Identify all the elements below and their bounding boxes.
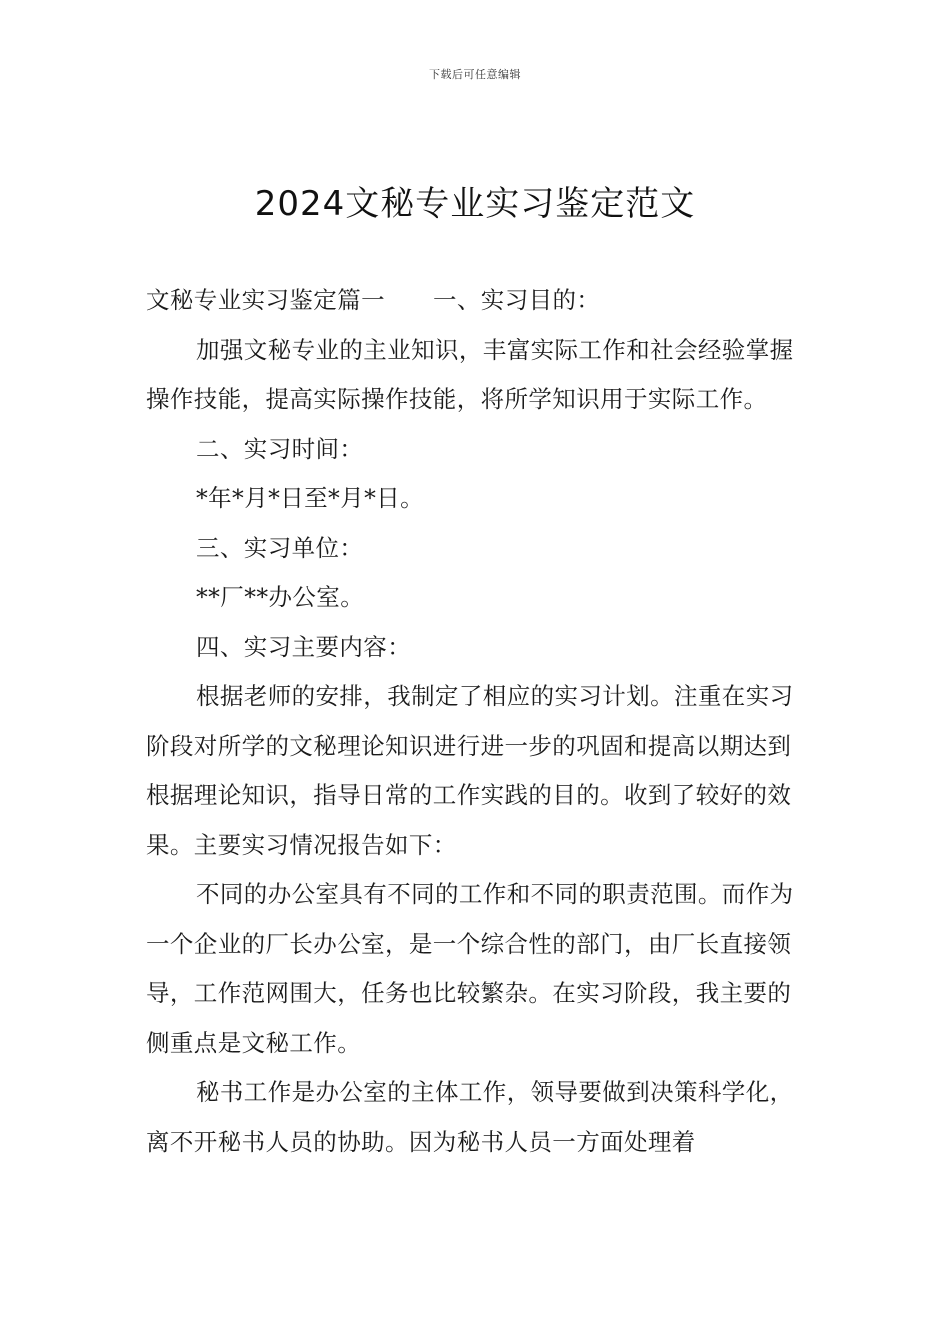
section-heading: 文秘专业实习鉴定篇一 bbox=[146, 286, 385, 314]
document-title: 2024文秘专业实习鉴定范文 bbox=[254, 184, 696, 224]
paragraph-unit: **厂**办公室。 bbox=[196, 583, 365, 611]
paragraph-time: *年*月*日至*月*日。 bbox=[196, 484, 425, 512]
heading-content: 四、实习主要内容： bbox=[196, 632, 412, 661]
paragraph-plan: 根据老师的安排，我制定了相应的实习计划。注重在实习阶段对所学的文秘理论知识进行进一步的巩固和提高以期达到根据理论知识，指导日常的工作实践的目的。收到了较好的效果。主要实习情况报告如下： bbox=[146, 682, 794, 859]
heading-time: 二、实习时间： bbox=[196, 434, 364, 463]
heading-unit: 三、实习单位： bbox=[196, 533, 364, 562]
header-note: 下载后可任意编辑 bbox=[429, 68, 521, 81]
document-body bbox=[146, 276, 810, 1167]
paragraph-secretary: 秘书工作是办公室的主体工作，领导要做到决策科学化，离不开秘书人员的协助。因为秘书人员一方面处理着 bbox=[146, 1078, 794, 1156]
first-line bbox=[146, 276, 810, 326]
paragraph-purpose: 加强文秘专业的主业知识，丰富实际工作和社会经验掌握操作技能，提高实际操作技能，将所学知识用于实际工作。 bbox=[146, 335, 794, 413]
section-heading-purpose: 一、实习目的： bbox=[433, 286, 601, 314]
paragraph-office: 不同的办公室具有不同的工作和不同的职责范围。而作为一个企业的厂长办公室，是一个综合性的部门，由厂长直接领导，工作范网围大，任务也比较繁杂。在实习阶段，我主要的侧重点是文秘工作。 bbox=[146, 880, 794, 1057]
